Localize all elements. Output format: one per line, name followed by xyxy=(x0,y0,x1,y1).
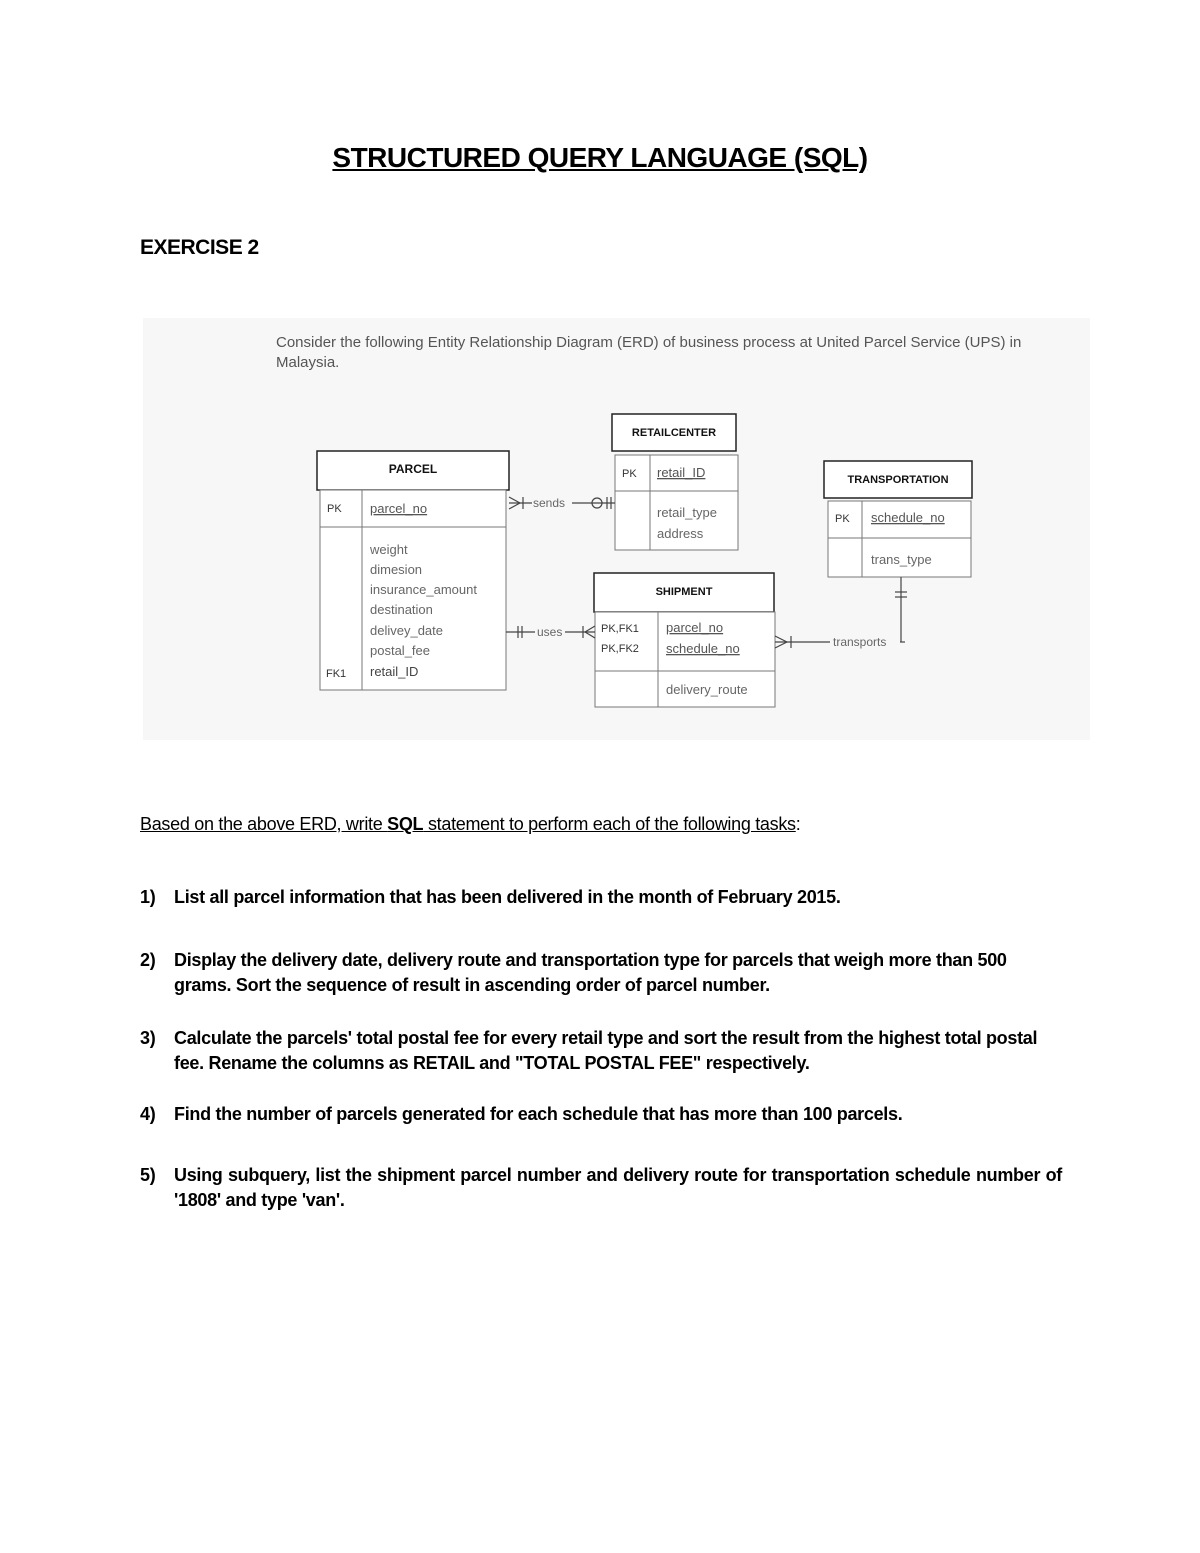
instruction-sql: SQL xyxy=(387,814,424,834)
retail-center-attr: retail_type xyxy=(657,505,717,520)
shipment-pk-attr: schedule_no xyxy=(666,641,740,656)
document-title: STRUCTURED QUERY LANGUAGE (SQL) xyxy=(332,142,868,173)
parcel-attr: dimesion xyxy=(370,562,423,577)
task-item xyxy=(140,1102,1062,1127)
shipment-pk-attr: parcel_no xyxy=(666,620,724,635)
task-number: 2) xyxy=(140,950,156,970)
retail-center-attr: address xyxy=(657,526,704,541)
task-number: 4) xyxy=(140,1104,156,1124)
parcel-attr: delivey_date xyxy=(370,623,443,638)
parcel-attr: destination xyxy=(370,602,433,617)
erd-intro-text: Consider the following Entity Relationship Diagram (ERD) of business process at United Parcel Service (UPS) in Malaysia. xyxy=(276,334,1022,371)
exercise-heading: EXERCISE 2 xyxy=(140,236,259,259)
parcel-fk-label: FK1 xyxy=(326,668,347,680)
task-number: 5) xyxy=(140,1165,156,1185)
task-item xyxy=(140,1163,1062,1213)
task-text: List all parcel information that has been delivered in the month of February 2015. xyxy=(174,887,841,907)
transportation-name: TRANSPORTATION xyxy=(847,474,949,486)
parcel-attr: weight xyxy=(370,542,408,557)
shipment-key-label: PK,FK2 xyxy=(601,643,639,655)
shipment-attr: delivery_route xyxy=(666,682,748,697)
transportation-pk-attr: schedule_no xyxy=(871,510,945,525)
parcel-pk-attr: parcel_no xyxy=(370,501,428,516)
task-text: Find the number of parcels generated for each schedule that has more than 100 parcels. xyxy=(174,1104,903,1124)
shipment-key-label: PK,FK1 xyxy=(601,623,639,635)
retail-center-pk-label: PK xyxy=(622,468,637,480)
parcel-attr: retail_ID xyxy=(370,664,419,679)
instruction-prefix: Based on the above ERD, write xyxy=(140,814,388,834)
task-number: 3) xyxy=(140,1028,156,1048)
instruction-line xyxy=(140,814,800,835)
task-number: 1) xyxy=(140,887,156,907)
shipment-name: SHIPMENT xyxy=(655,586,713,598)
instruction-colon: : xyxy=(795,814,801,834)
parcel-attr: insurance_amount xyxy=(370,582,477,597)
entity-transportation xyxy=(824,461,972,577)
relationship-uses-label: uses xyxy=(537,625,563,639)
task-text: Using subquery, list the shipment parcel number and delivery route for transportation schedule number of '1808' and type 'van'. xyxy=(174,1165,1062,1210)
retail-center-name: RETAILCENTER xyxy=(631,427,717,439)
entity-parcel xyxy=(317,451,509,690)
erd-diagram xyxy=(0,0,1200,760)
transportation-attr: trans_type xyxy=(871,552,932,567)
task-item xyxy=(140,948,1062,998)
task-text: Calculate the parcels' total postal fee for every retail type and sort the result from the highest total postal fee. Rename the columns as RETAIL and "TOTAL POSTAL FEE" respectively. xyxy=(174,1028,1038,1073)
transportation-pk-label: PK xyxy=(835,513,850,525)
task-text: Display the delivery date, delivery route and transportation type for parcels that weigh more than 500 grams. Sort the sequence of result in ascending order of parcel number. xyxy=(174,950,1007,995)
entity-retail-center xyxy=(612,414,738,550)
relationship-sends-label: sends xyxy=(533,496,566,510)
task-item xyxy=(140,885,1062,910)
instruction-suffix: statement to perform each of the following tasks xyxy=(423,814,796,834)
task-item xyxy=(140,1026,1062,1076)
entity-shipment xyxy=(594,573,775,707)
parcel-attr: postal_fee xyxy=(370,643,430,658)
retail-center-pk-attr: retail_ID xyxy=(657,465,706,480)
parcel-name: PARCEL xyxy=(388,462,438,476)
relationship-transports-label: transports xyxy=(833,635,887,649)
parcel-pk-label: PK xyxy=(327,503,342,515)
